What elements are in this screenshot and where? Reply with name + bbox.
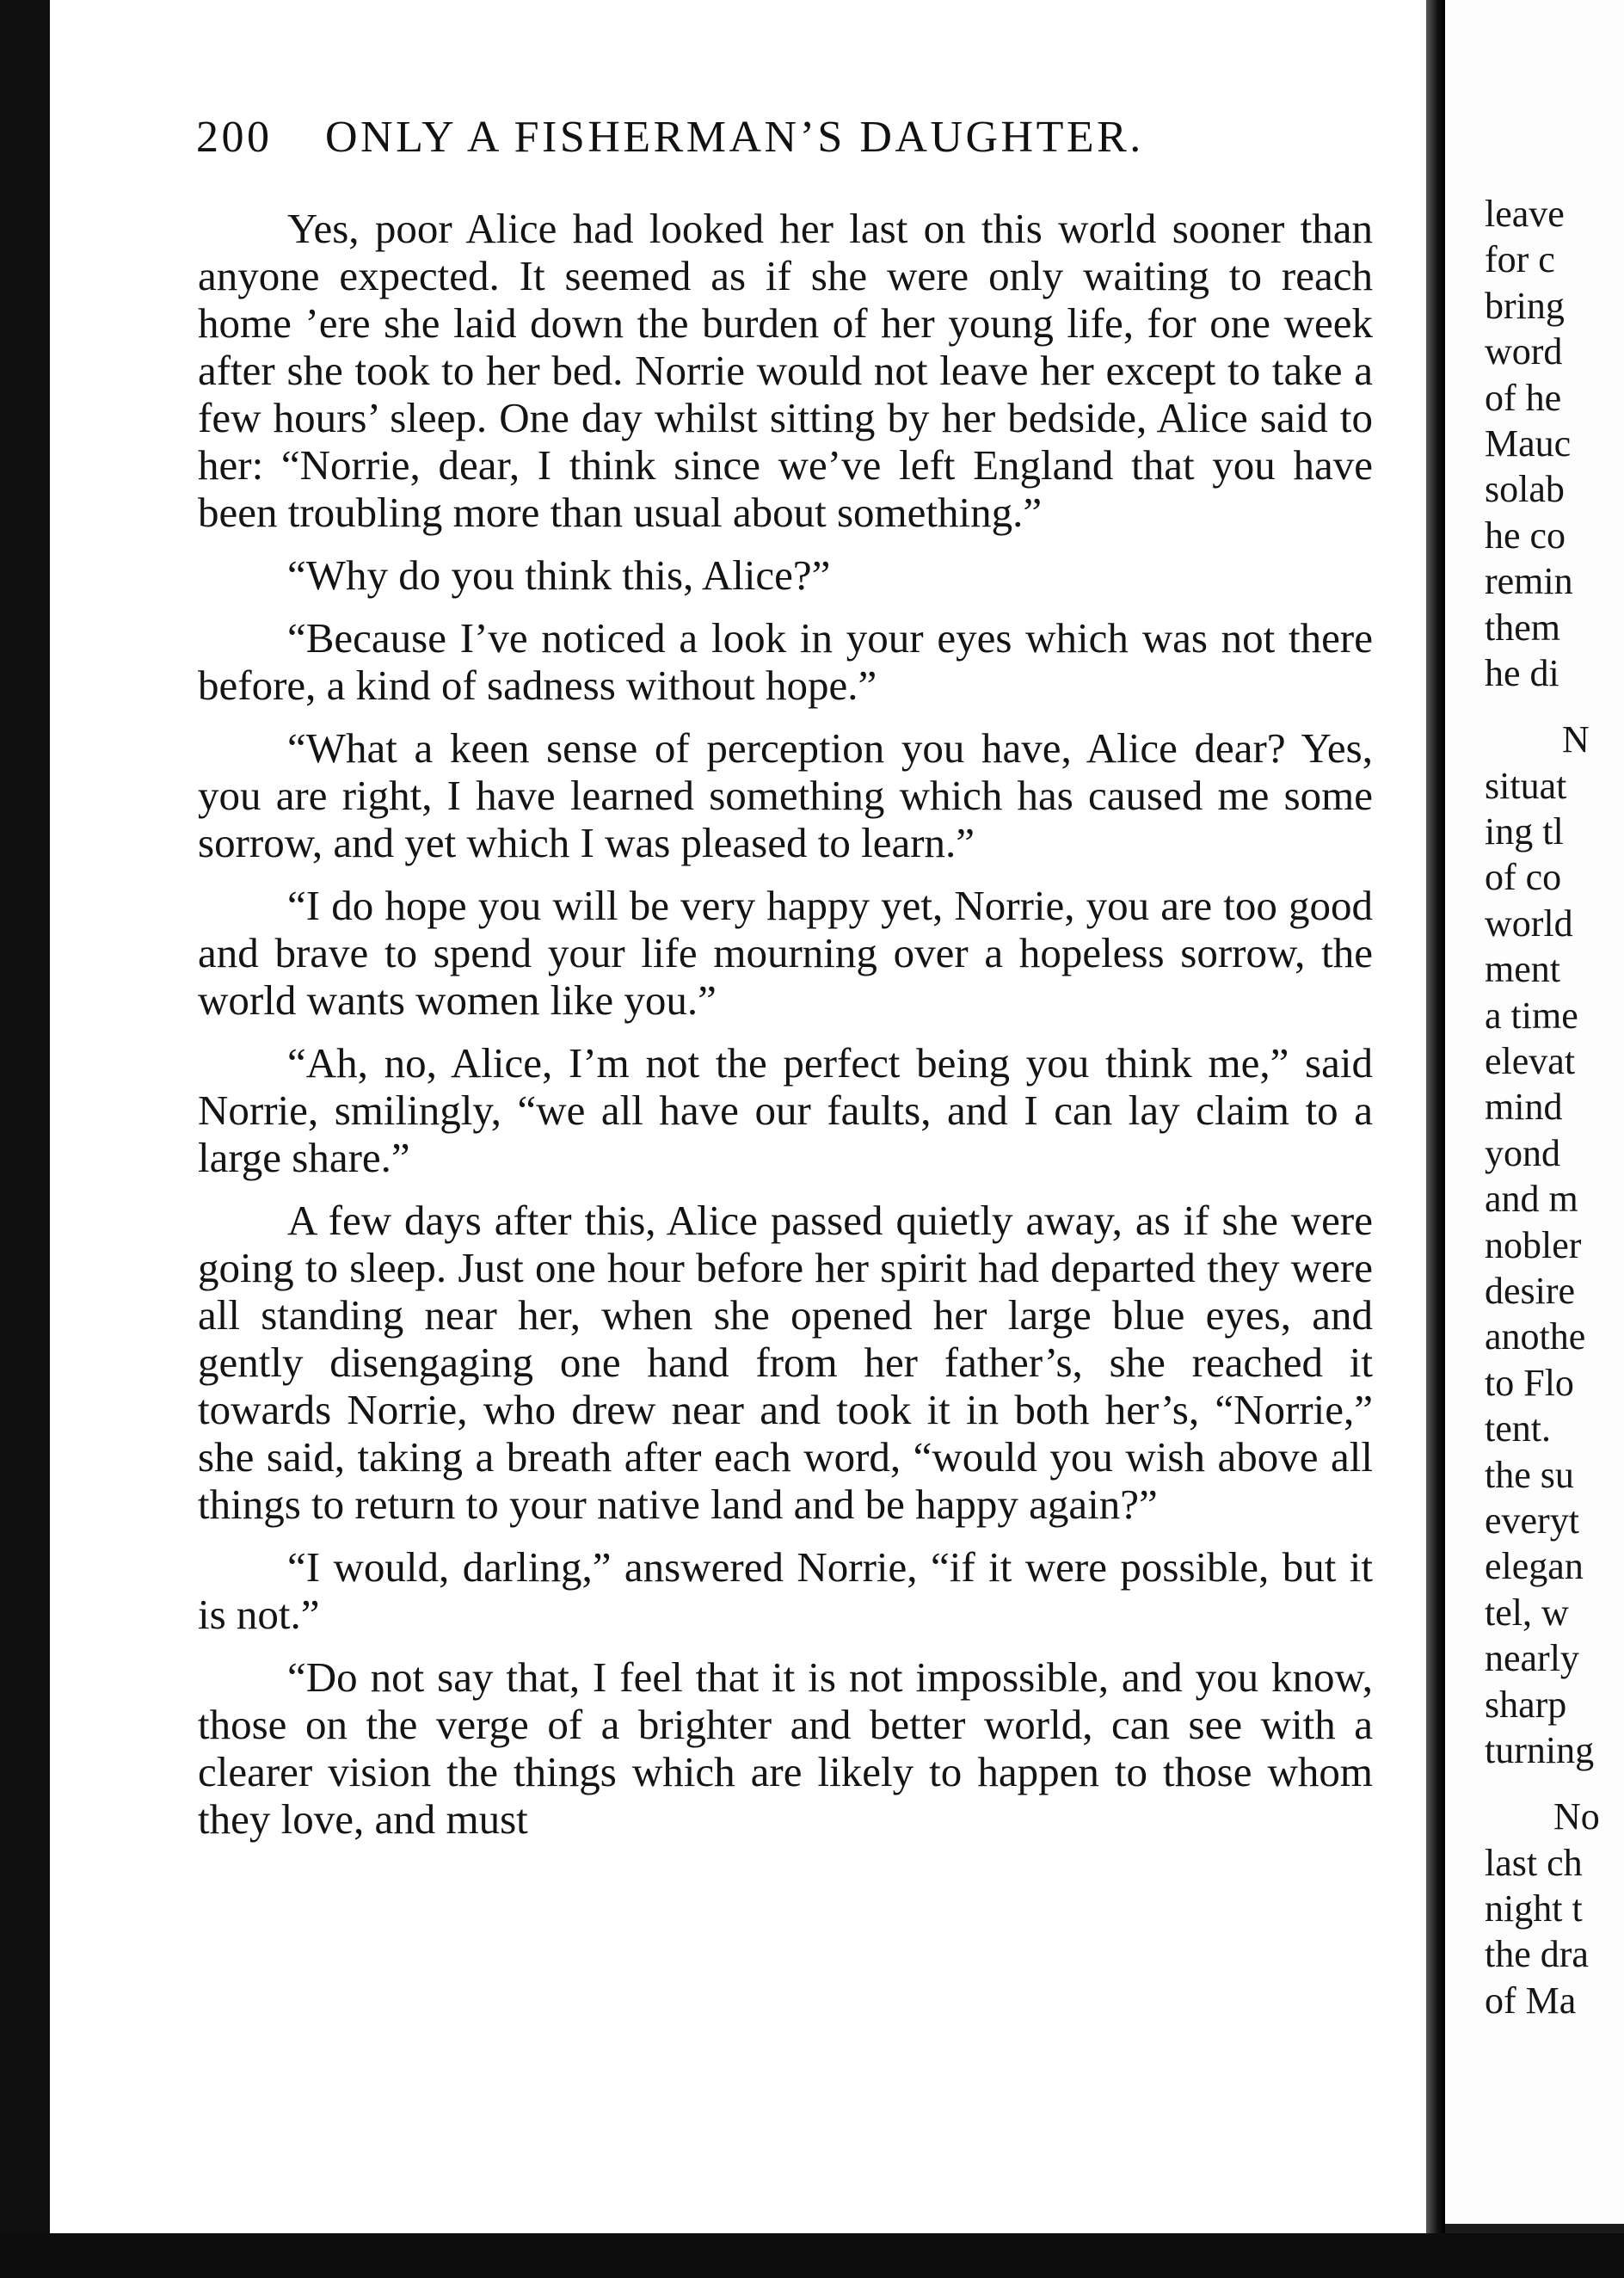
facing-line: of Ma (1485, 1979, 1577, 2022)
facing-line: turning (1485, 1728, 1595, 1771)
facing-line: N (1562, 718, 1590, 761)
facing-line: bring (1485, 284, 1565, 327)
facing-line: remin (1485, 560, 1573, 603)
facing-line: nearly (1485, 1637, 1579, 1680)
facing-line: ment (1485, 948, 1560, 991)
paragraph: “Because I’ve noticed a look in your eyes which was not there before, a kind of sadness without hope.” (198, 614, 1373, 709)
facing-line: last ch (1485, 1841, 1583, 1884)
facing-line: word (1485, 330, 1563, 373)
facing-line: anothe (1485, 1315, 1586, 1358)
facing-line: of he (1485, 376, 1562, 419)
running-title: ONLY A FISHERMAN’S DAUGHTER. (325, 113, 1144, 162)
facing-line: No (1553, 1795, 1600, 1838)
paragraph: “Do not say that, I feel that it is not impossible, and you know, those on the verge of a brighter and better world, can see with a clearer vision the things which are likely to happen to those whom they love, and must (198, 1653, 1373, 1843)
scan-bottom-edge (0, 2233, 1624, 2278)
paragraph: “What a keen sense of perception you have, Alice dear? Yes, you are right, I have learned something which has caused me some sorrow, and yet which I was pleased to learn.” (198, 724, 1373, 866)
paragraph: Yes, poor Alice had looked her last on this world sooner than anyone expected. It seemed as if she were only waiting to reach home ’ere she laid down the burden of her young life, for one week after she took to her bed. Norrie would not leave her except to take a few hours’ sleep. One day whilst sitting by her bedside, Alice said to her: “Norrie, dear, I think since we’ve left England that you have been troubling more than usual about something.” (198, 205, 1373, 536)
paragraph-gap (1485, 1773, 1624, 1794)
facing-line: nobler (1485, 1223, 1582, 1266)
paragraph: “I do hope you will be very happy yet, Norrie, you are too good and brave to spend your life mourning over a hopeless sorrow, the world wants women like you.” (198, 882, 1373, 1024)
facing-page-text (1485, 191, 1624, 2023)
facing-line: desire (1485, 1269, 1576, 1312)
left-page (50, 0, 1426, 2233)
facing-line: he di (1485, 651, 1559, 694)
page-number: 200 (196, 113, 273, 162)
book-gutter (1426, 0, 1445, 2237)
facing-line: tent. (1485, 1407, 1551, 1450)
facing-line: leave (1485, 193, 1565, 235)
facing-line: tel, w (1485, 1591, 1569, 1634)
scan-left-margin (0, 0, 50, 2278)
paragraph: “Why do you think this, Alice?” (287, 551, 831, 599)
facing-line: elevat (1485, 1040, 1576, 1083)
facing-line: for c (1485, 238, 1555, 281)
paragraph: A few days after this, Alice passed quietly away, as if she were going to sleep. Just one hour before her spirit had departed they were all standing near her, when she opened her large blue eyes, and gently disengaging one hand from her father’s, she reached it towards Norrie, who drew near and took it in both her’s, “Norrie,” she said, taking a breath after each word, “would you wish above all things to return to your native land and be happy again?” (198, 1197, 1373, 1528)
facing-line: solab (1485, 468, 1565, 511)
running-head (196, 112, 1426, 163)
paragraph-gap (1485, 696, 1624, 717)
body-text (198, 205, 1373, 1858)
facing-line: the dra (1485, 1933, 1589, 1976)
facing-line: to Flo (1485, 1361, 1574, 1404)
facing-line: and m (1485, 1178, 1578, 1221)
facing-line: elegan (1485, 1545, 1584, 1588)
facing-line: ing tl (1485, 810, 1564, 853)
facing-line: situat (1485, 764, 1567, 807)
facing-line: he co (1485, 514, 1566, 557)
facing-line: yond (1485, 1131, 1560, 1174)
facing-line: the su (1485, 1453, 1574, 1496)
facing-line: Mauc (1485, 422, 1572, 465)
facing-line: mind (1485, 1086, 1563, 1129)
facing-line: night t (1485, 1887, 1583, 1930)
facing-line: everyt (1485, 1499, 1579, 1542)
facing-line: world (1485, 902, 1573, 945)
paragraph: “I would, darling,” answered Norrie, “if it were possible, but it is not.” (198, 1543, 1373, 1638)
paragraph: “Ah, no, Alice, I’m not the perfect being you think me,” said Norrie, smilingly, “we all have our faults, and I can lay claim to a large share.” (198, 1039, 1373, 1181)
facing-line: sharp (1485, 1683, 1567, 1726)
facing-line: of co (1485, 856, 1562, 899)
facing-page (1445, 0, 1624, 2224)
facing-line: them (1485, 606, 1560, 649)
facing-line: a time (1485, 994, 1578, 1037)
